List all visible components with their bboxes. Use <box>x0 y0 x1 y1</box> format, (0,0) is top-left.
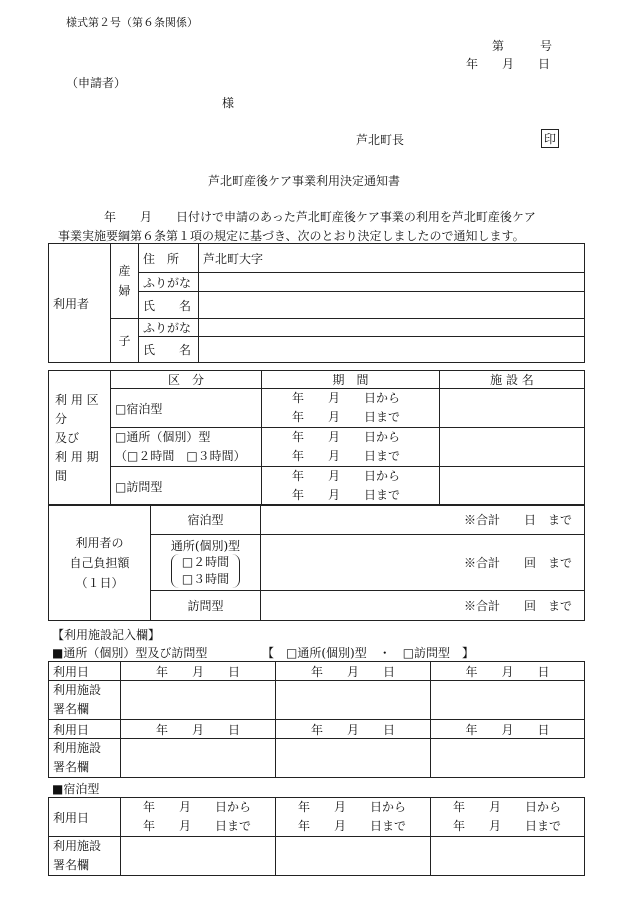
signature-label: 利用施設 署名欄 <box>49 681 121 720</box>
type-houmon: □訪問型 <box>111 467 262 506</box>
stay-signature-cell-2 <box>276 837 431 876</box>
body-text-line-2: 事業実施要綱第６条第１項の規定に基づき、次のとおり決定しましたので通知します。 <box>58 229 525 243</box>
tsusho-period: 年 月 日から 年 月 日まで <box>262 428 440 467</box>
usage-period-table <box>48 370 585 506</box>
usage-date-label: 利用日 <box>49 720 121 739</box>
stay-date-3: 年 月 日から 年 月 日まで <box>431 798 585 837</box>
cost-tsusho-label: 通所(個別)型 □２時間 □３時間 <box>151 535 261 591</box>
houmon-facility <box>440 467 585 506</box>
houmon-period: 年 月 日から 年 月 日まで <box>262 467 440 506</box>
mother-name-value <box>199 292 585 319</box>
page-title: 芦北町産後ケア事業利用決定通知書 <box>208 174 401 188</box>
usage-date-6: 年 月 日 <box>431 720 585 739</box>
usage-date-4: 年 月 日 <box>121 720 276 739</box>
type-stay: □宿泊型 <box>111 389 262 428</box>
col-facility: 施 設 名 <box>440 371 585 389</box>
mother-label: 産婦 <box>111 244 139 319</box>
signature-cell-6 <box>431 739 585 778</box>
body-text-line-1: 年 月 日付けで申請のあった芦北町産後ケア事業の利用を芦北町産後ケア <box>104 210 536 224</box>
stay-date-2: 年 月 日から 年 月 日まで <box>276 798 431 837</box>
user-info-table <box>48 243 585 363</box>
issuer-name: 芦北町長 <box>356 133 405 147</box>
form-number: 様式第２号（第６条関係） <box>66 16 198 29</box>
signature-cell-4 <box>121 739 276 778</box>
usage-date-3: 年 月 日 <box>431 662 585 681</box>
stay-facility <box>440 389 585 428</box>
stay-signature-cell-1 <box>121 837 276 876</box>
tsusho-houmon-subheading: ■通所（個別）型及び訪問型 <box>52 646 208 660</box>
stay-signature-label: 利用施設 署名欄 <box>49 837 121 876</box>
stay-signature-table <box>48 797 585 876</box>
signature-cell-2 <box>276 681 431 720</box>
self-payment-table <box>48 504 585 621</box>
mother-name-label: 氏 名 <box>139 292 199 319</box>
stay-date-1: 年 月 日から 年 月 日まで <box>121 798 276 837</box>
col-kubun: 区 分 <box>111 371 262 389</box>
mother-furigana-label: ふりがな <box>139 273 199 292</box>
child-label: 子 <box>111 319 139 363</box>
cost-houmon-label: 訪問型 <box>151 591 261 621</box>
stay-period: 年 月 日から 年 月 日まで <box>262 389 440 428</box>
facility-section-heading: 【利用施設記入欄】 <box>52 628 161 642</box>
signature-label: 利用施設 署名欄 <box>49 739 121 778</box>
signature-cell-1 <box>121 681 276 720</box>
honorific-sama: 様 <box>222 96 235 110</box>
cost-stay-total: ※合計 日 まで <box>261 505 585 535</box>
tsusho-facility <box>440 428 585 467</box>
cost-tsusho-total: ※合計 回 まで <box>261 535 585 591</box>
usage-date-5: 年 月 日 <box>276 720 431 739</box>
seal-mark: 印 <box>541 129 559 148</box>
cost-stay-label: 宿泊型 <box>151 505 261 535</box>
address-label: 住 所 <box>139 244 199 273</box>
signature-cell-5 <box>276 739 431 778</box>
stay-subheading: ■宿泊型 <box>52 782 100 796</box>
usage-date-2: 年 月 日 <box>276 662 431 681</box>
signature-cell-3 <box>431 681 585 720</box>
tsusho-houmon-options: 【 □通所(個別)型 ・ □訪問型 】 <box>262 646 475 660</box>
applicant-label: （申請者） <box>66 76 127 90</box>
document-number: 第 号 <box>492 39 553 53</box>
period-row-header: 利 用 区 分 及び 利 用 期 間 <box>49 371 111 506</box>
address-value: 芦北町大字 <box>199 244 585 273</box>
mother-furigana-value <box>199 273 585 292</box>
stay-signature-cell-3 <box>431 837 585 876</box>
tsusho-signature-table <box>48 661 585 778</box>
usage-date-label: 利用日 <box>49 662 121 681</box>
self-payment-header: 利用者の 自己負担額 （１日） <box>49 505 151 621</box>
child-furigana-label: ふりがな <box>139 319 199 337</box>
user-header: 利用者 <box>49 244 111 363</box>
child-furigana-value <box>199 319 585 337</box>
child-name-label: 氏 名 <box>139 337 199 363</box>
type-tsusho: □通所（個別）型 （□２時間 □３時間） <box>111 428 262 467</box>
cost-houmon-total: ※合計 回 まで <box>261 591 585 621</box>
col-period: 期 間 <box>262 371 440 389</box>
usage-date-1: 年 月 日 <box>121 662 276 681</box>
stay-date-label: 利用日 <box>49 798 121 837</box>
child-name-value <box>199 337 585 363</box>
issue-date: 年 月 日 <box>466 57 551 71</box>
